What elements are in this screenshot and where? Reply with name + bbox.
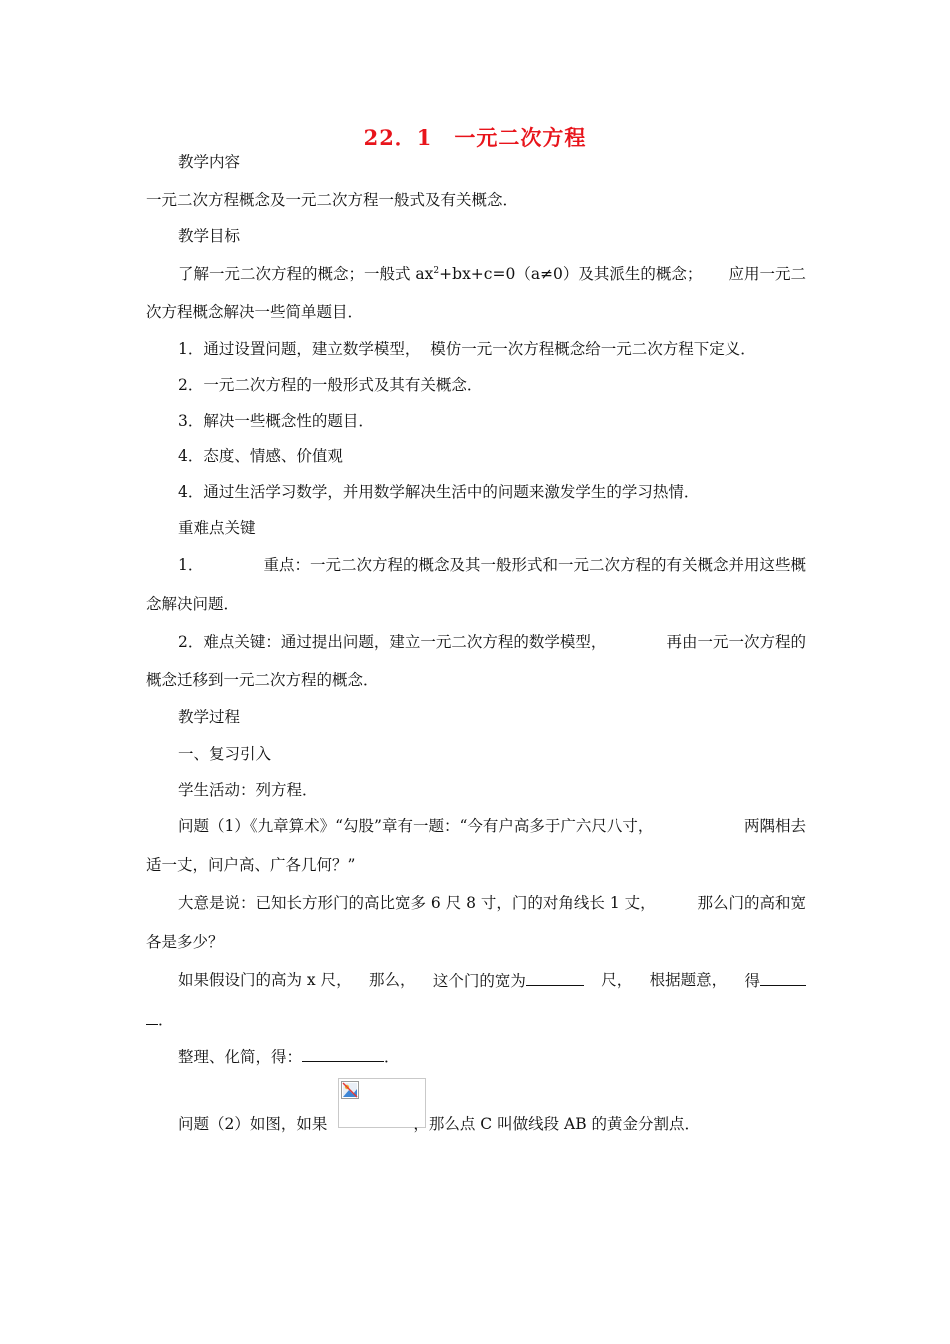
subsection-review: 一、复习引入 <box>178 745 272 763</box>
goal-continuation: 次方程概念解决一些简单题目． <box>146 303 364 321</box>
student-activity: 学生活动：列方程． <box>178 781 318 799</box>
key-point-2: 2．难点关键：通过提出问题，建立一元二次方程的数学模型， 再由一元一次方程的 <box>178 633 806 651</box>
broken-image-icon <box>341 1081 359 1099</box>
meaning-line: 大意是说：已知长方形门的高比宽多 6 尺 8 寸，门的对角线长 1 丈， 那么门的高和宽 <box>178 894 806 912</box>
key-point-1: 1． 重点：一元二次方程的概念及其一般形式和一元二次方程的有关概念并用这些概 <box>178 556 806 574</box>
question-1: 问题（1）《九章算术》“勾股”章有一题：“今有户高多于广六尺八寸， 两隅相去 <box>178 817 806 835</box>
goal-text: 了解一元二次方程的概念；一般式 $ax^2+bx+c=0(a\ne 0)$及其派生的概念； <box>178 265 703 283</box>
section-heading-process: 教学过程 <box>178 708 241 726</box>
content-text: 一元二次方程概念及一元二次方程一般式及有关概念． <box>146 191 519 209</box>
goal-item-2: 2．一元二次方程的一般形式及其有关概念． <box>178 376 483 394</box>
goal-line <box>178 264 806 284</box>
question-2: 问题（2）如图，如果 ，那么点 C 叫做线段 AB 的黄金分割点． <box>178 1115 701 1133</box>
section-heading-content: 教学内容 <box>178 153 241 171</box>
question-1-continuation: 适一丈，问户高、广各几何？” <box>146 856 356 874</box>
goal-item-4: 4．态度、情感、价值观 <box>178 447 343 465</box>
meaning-continuation: 各是多少？ <box>146 933 224 951</box>
key-point-2-continuation: 概念迁移到一元二次方程的概念． <box>146 671 379 689</box>
assumption-continuation: ． <box>146 1009 174 1030</box>
key-point-1-continuation: 念解决问题． <box>146 595 240 613</box>
answer-blank-simplified[interactable] <box>302 1046 384 1062</box>
simplify-line: 整理、化简，得： ． <box>178 1048 400 1066</box>
goal-item-5: 4．通过生活学习数学，并用数学解决生活中的问题来激发学生的学习热情． <box>178 483 700 501</box>
answer-blank-equation[interactable] <box>760 970 806 986</box>
section-heading-key-points: 重难点关键 <box>178 519 256 537</box>
goal-text-end: 应用一元二 <box>728 265 806 283</box>
answer-blank-equation-tail[interactable] <box>146 1009 158 1025</box>
section-heading-goals: 教学目标 <box>178 227 241 245</box>
goal-item-1: 1．通过设置问题，建立数学模型， 模仿一元一次方程概念给一元二次方程下定义． <box>178 340 756 358</box>
assumption-line: 如果假设门的高为 x 尺， 那么， 这个门的宽为 尺， 根据题意， 得 <box>178 970 806 991</box>
answer-blank-width[interactable] <box>526 970 584 986</box>
goal-item-3: 3．解决一些概念性的题目． <box>178 412 374 430</box>
page-title: 22．1 一元二次方程 <box>363 125 587 150</box>
